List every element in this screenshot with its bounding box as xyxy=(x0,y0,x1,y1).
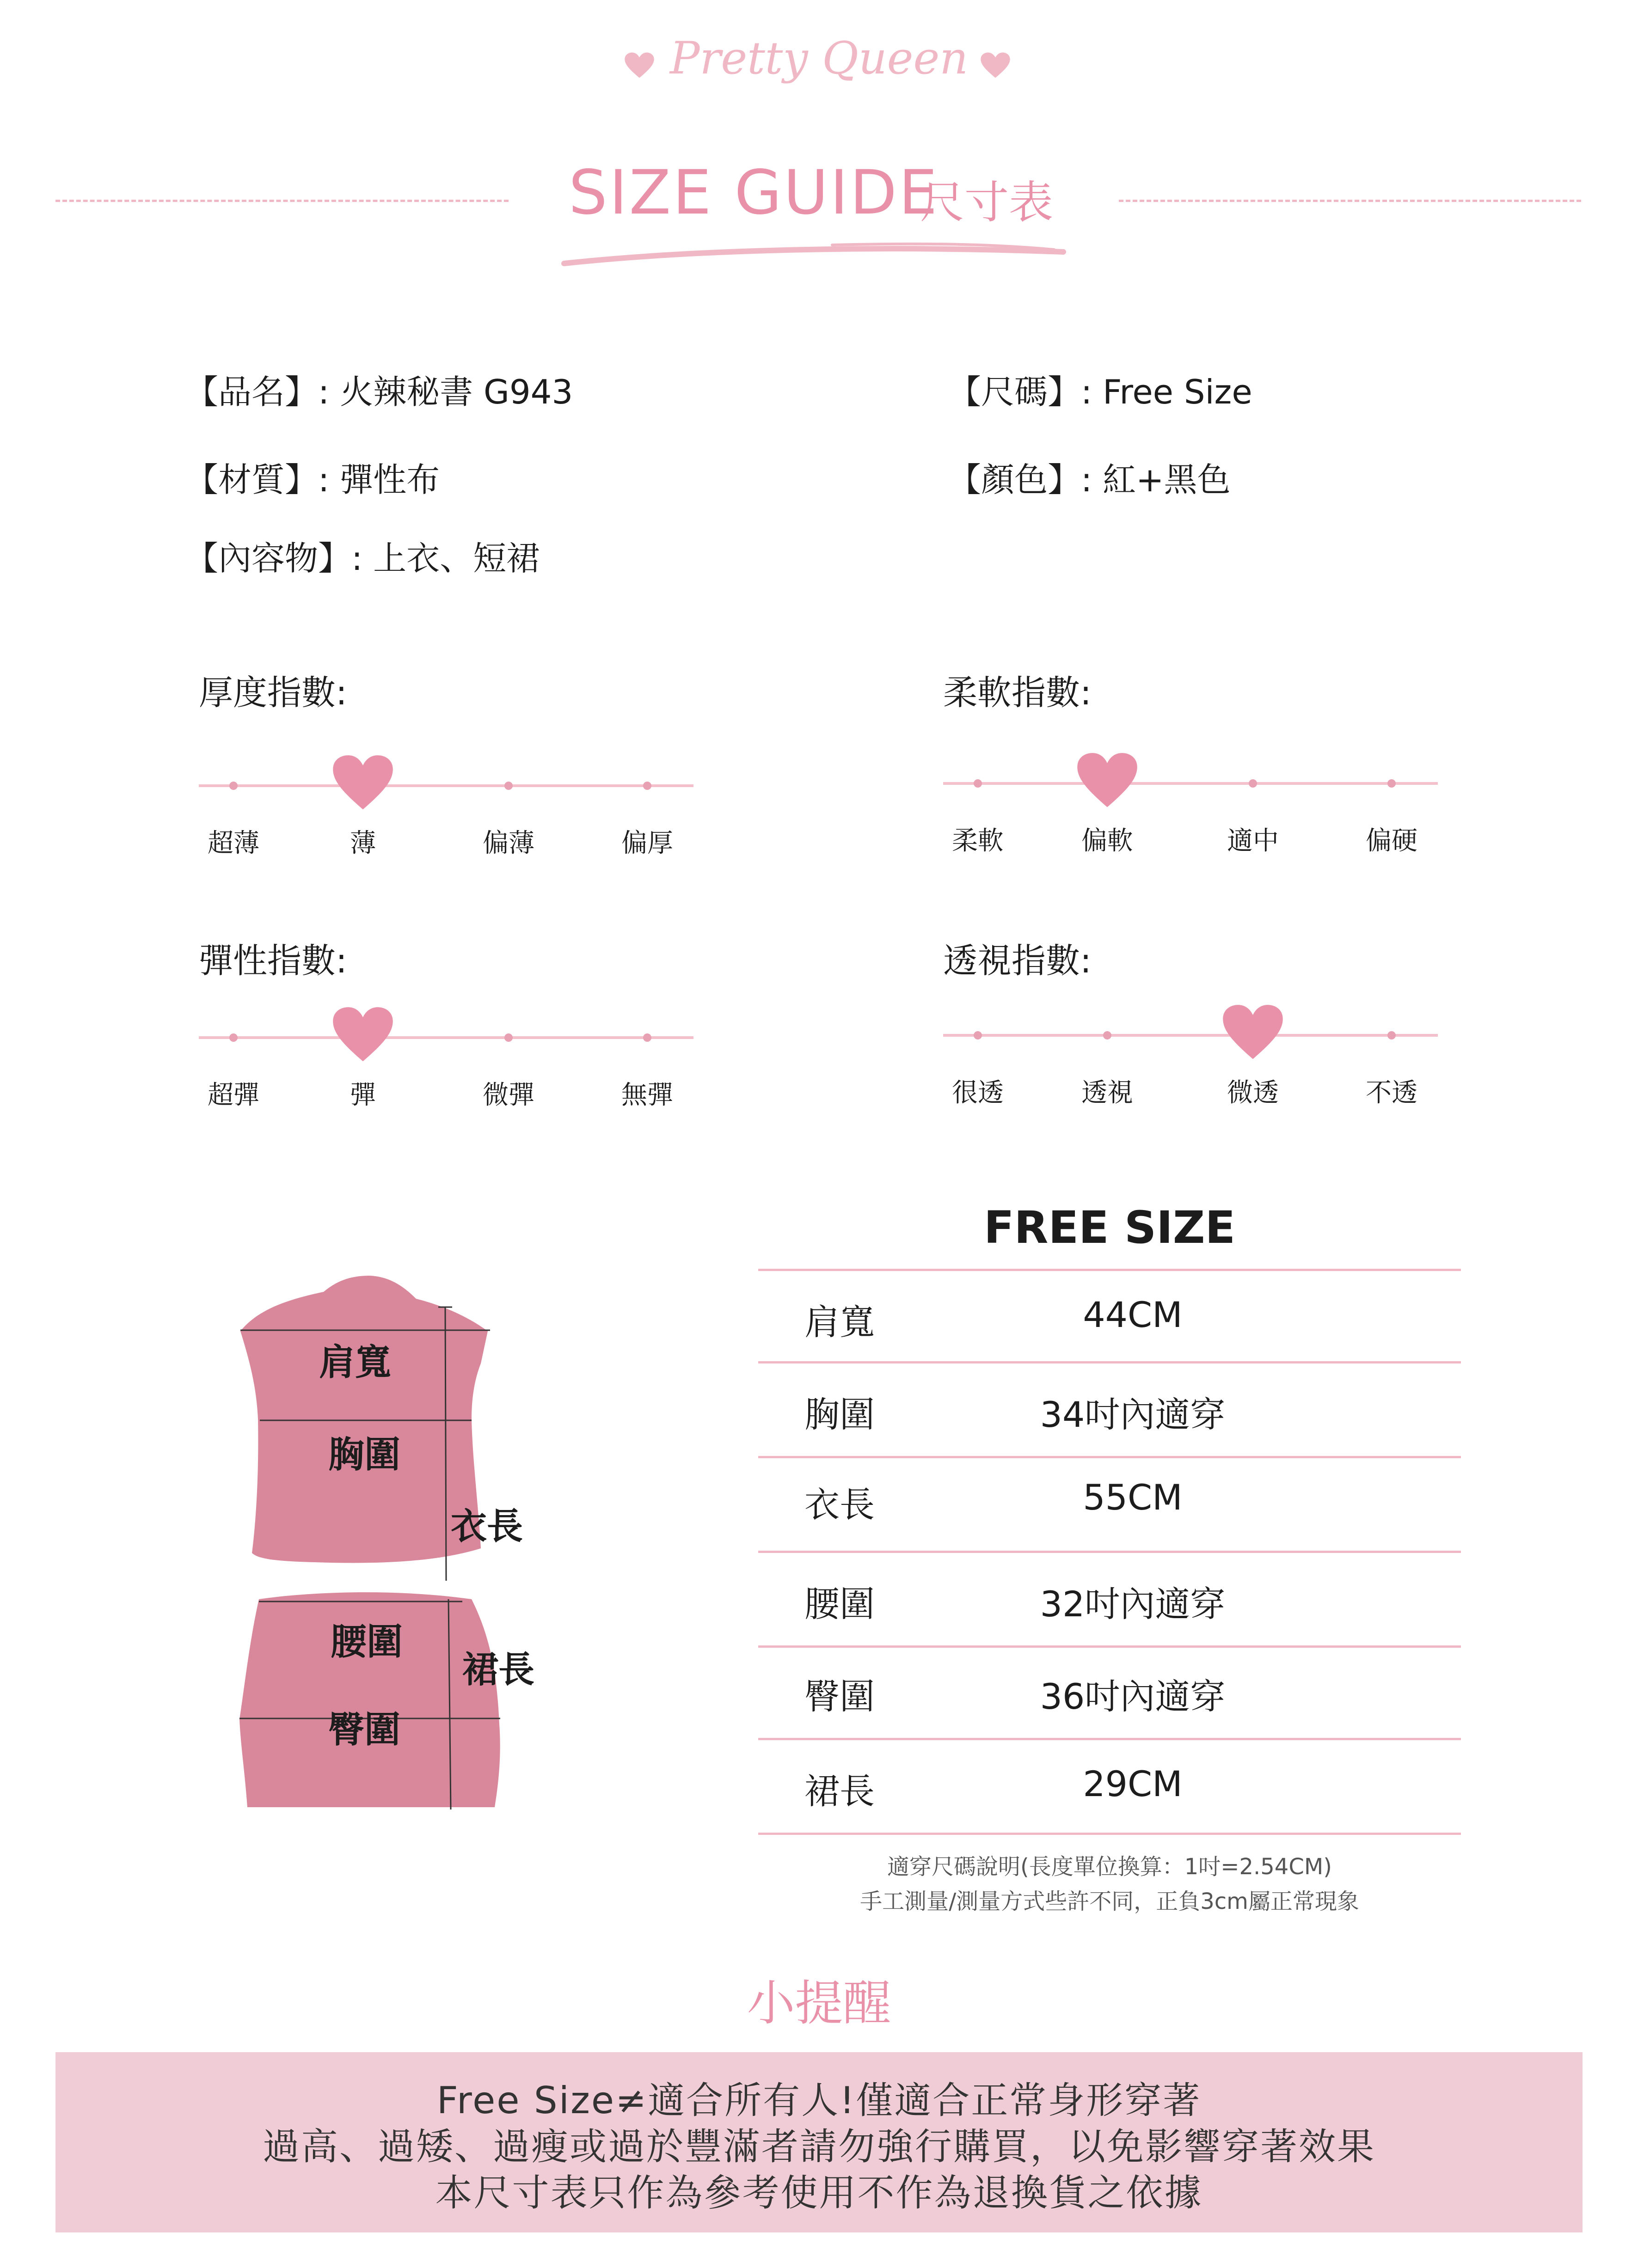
scale-dot xyxy=(1103,1031,1111,1039)
table-row-divider xyxy=(758,1361,1461,1363)
scale-label: 偏硬 xyxy=(1366,826,1417,856)
brand-logo: Pretty Queen xyxy=(669,32,969,84)
scale-label: 偏厚 xyxy=(621,828,673,858)
scale-dot xyxy=(643,1033,651,1042)
table-row-divider xyxy=(758,1456,1461,1458)
garment-label-shoulder: 肩寬 xyxy=(319,1342,392,1383)
heart-marker-icon xyxy=(331,1005,395,1063)
scale-label: 透視 xyxy=(1081,1078,1133,1108)
title-divider-left xyxy=(55,200,509,202)
reminder-line: 過高、過矮、過瘦或過於豐滿者請勿強行購買，以免影響穿著效果 xyxy=(263,2125,1375,2168)
scale-label: 偏軟 xyxy=(1081,826,1133,856)
scale-label: 微透 xyxy=(1227,1078,1279,1108)
scale-label: 很透 xyxy=(952,1078,1004,1108)
table-row-divider xyxy=(758,1551,1461,1553)
heart-marker-icon xyxy=(1075,751,1140,808)
scale-label: 偏薄 xyxy=(483,828,534,858)
index-scale-line xyxy=(943,782,1438,785)
scale-dot xyxy=(643,782,651,790)
table-row-label: 裙長 xyxy=(804,1771,875,1812)
brand-heart-right-icon xyxy=(980,52,1011,79)
heart-marker-icon xyxy=(1221,1003,1285,1060)
index-title: 彈性指數: xyxy=(199,941,347,981)
scale-label: 彈 xyxy=(350,1080,376,1110)
scale-dot xyxy=(504,782,513,790)
table-row-value: 36吋內適穿 xyxy=(1040,1676,1226,1717)
scale-dot xyxy=(974,779,982,788)
scale-dot xyxy=(974,1031,982,1039)
garment-label-hip: 臀圍 xyxy=(328,1709,401,1751)
scale-label: 無彈 xyxy=(621,1080,673,1110)
scale-label: 微彈 xyxy=(483,1080,534,1110)
product-name: 【品名】: 火辣秘書 G943 xyxy=(185,373,573,411)
scale-label: 適中 xyxy=(1227,826,1279,856)
table-row-divider xyxy=(758,1833,1461,1835)
note-measurement: 手工測量/測量方式些許不同，正負3cm屬正常現象 xyxy=(860,1889,1359,1914)
page-title: SIZE GUIDE xyxy=(569,157,939,228)
product-contents: 【內容物】: 上衣、短裙 xyxy=(185,539,540,578)
index-title: 厚度指數: xyxy=(199,673,347,713)
garment-label-skirt-length: 裙長 xyxy=(462,1649,535,1691)
title-underline-swoosh xyxy=(555,231,1073,273)
table-row-label: 衣長 xyxy=(804,1484,875,1525)
garment-label-waist: 腰圍 xyxy=(331,1621,403,1663)
scale-dot xyxy=(1249,779,1257,788)
product-color: 【顏色】: 紅+黑色 xyxy=(948,460,1231,499)
table-row-value: 44CM xyxy=(1083,1294,1183,1335)
size-table-header: FREE SIZE xyxy=(983,1202,1236,1253)
table-row-label: 胸圍 xyxy=(804,1394,875,1435)
table-row-value: 29CM xyxy=(1083,1763,1183,1804)
index-scale-line xyxy=(199,784,693,787)
product-material: 【材質】: 彈性布 xyxy=(185,460,440,499)
table-row-label: 肩寬 xyxy=(804,1302,875,1343)
scale-label: 超薄 xyxy=(208,828,259,858)
scale-dot xyxy=(1387,779,1396,788)
scale-dot xyxy=(229,782,238,790)
scale-dot xyxy=(504,1033,513,1042)
note-conversion: 適穿尺碼說明(長度單位換算：1吋=2.54CM) xyxy=(887,1854,1332,1880)
table-row-divider xyxy=(758,1738,1461,1740)
table-row-label: 臀圍 xyxy=(804,1676,875,1717)
index-scale-line xyxy=(199,1036,693,1039)
title-divider-right xyxy=(1119,200,1581,202)
scale-dot xyxy=(229,1033,238,1042)
index-scale-line xyxy=(943,1034,1438,1037)
reminder-line: Free Size≠適合所有人!僅適合正常身形穿著 xyxy=(436,2079,1202,2122)
reminder-title: 小提醒 xyxy=(747,1975,891,2031)
table-row-value: 34吋內適穿 xyxy=(1040,1394,1226,1435)
garment-label-chest: 胸圍 xyxy=(328,1434,401,1476)
table-row-value: 32吋內適穿 xyxy=(1040,1583,1226,1625)
product-size: 【尺碼】: Free Size xyxy=(948,373,1252,411)
page-title-chinese: 尺寸表 xyxy=(920,177,1053,228)
table-row-divider xyxy=(758,1645,1461,1648)
index-title: 透視指數: xyxy=(943,941,1092,981)
scale-label: 薄 xyxy=(350,828,376,858)
scale-dot xyxy=(1387,1031,1396,1039)
scale-label: 不透 xyxy=(1366,1078,1417,1108)
table-row-value: 55CM xyxy=(1083,1477,1183,1518)
reminder-line: 本尺寸表只作為參考使用不作為退換貨之依據 xyxy=(435,2171,1203,2214)
table-row-divider xyxy=(758,1269,1461,1271)
garment-label-top-length: 衣長 xyxy=(451,1506,523,1547)
scale-label: 柔軟 xyxy=(952,826,1004,856)
scale-label: 超彈 xyxy=(208,1080,259,1110)
table-row-label: 腰圍 xyxy=(804,1583,875,1625)
heart-marker-icon xyxy=(331,753,395,811)
index-title: 柔軟指數: xyxy=(943,673,1092,713)
